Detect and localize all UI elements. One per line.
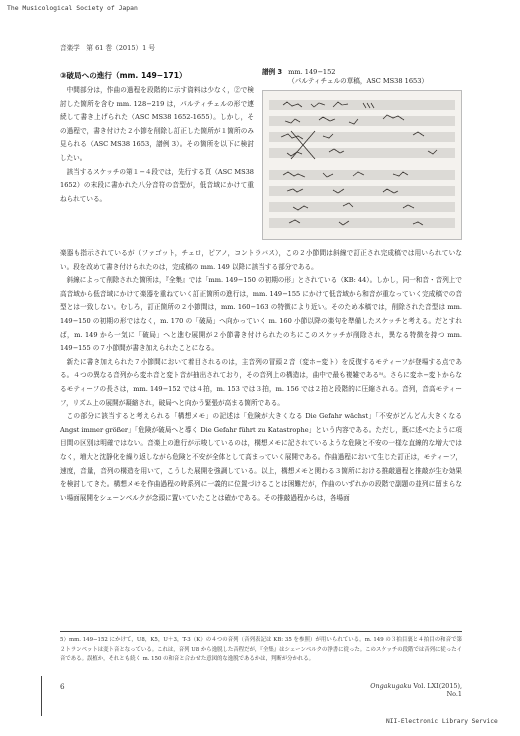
figure-caption	[262, 68, 462, 86]
nii-service-label: NII-Electronic Library Service	[386, 718, 498, 725]
society-header: The Musicological Society of Japan	[7, 4, 138, 12]
section-heading: ③破局への進行（mm. 149−171）	[60, 71, 187, 80]
page-number: 6	[60, 682, 65, 691]
footnote-5: 5）mm. 149−152 にかけて，U8，K5，U＋3，T-3（K）の４つの音列（音列表記は KB: 35 を参照）が用いられている。m. 149 の３拍目裏と４拍目の和音で第２トランペットは変ト音となっている。これは，音列 U8 から逸脱した音程だが，『全集』はシェーンベルクの浄書に従った。このスケッチの段階では音列に従ったイ音である。誤植か，それとも続く m. 150 の和音と合わせた意図的な逸脱であるかは，判断が分かれる。	[60, 637, 462, 663]
paragraph: 楽器も指示されているが（ファゴット，チェロ，ピアノ，コントラバス），この２小節間は斜線で訂正され完成稿では用いられていない。段を改めて書き付けられたのは，完成稿の mm. 149 以降に該当する部分である。	[60, 249, 462, 271]
staff-system-2	[269, 171, 455, 227]
figure-caption-line: （パルティチェルの草稿，ASC MS38 1653）	[288, 77, 429, 85]
margin-rule	[41, 676, 42, 716]
figure-example-3	[262, 68, 462, 240]
footnote-divider	[60, 631, 462, 632]
paragraph: 中間部分は，作曲の過程を段階的に示す資料は少なく，②で検討した箇所を含む mm. 128−219 は，パルティチェルの形で連続して書き上げられた（ASC MS38 1652-1655）。しかし，その過程で，書き付けた２小節を削除し訂正した箇所が１箇所のみ見られる（ASC MS38 1653，譜例 3）。その箇所を以下に検討したい。	[60, 86, 254, 162]
paragraph: 新たに書き加えられた７小節間において着目されるのは，主音列の冒頭２音（変ホ−変ト）を反復するモティーフが登場する点である。４つの異なる音列から変ホ音と変ト音が抽出されており，その音列上の構造は，曲中で最も複雑である⁵⁾。さらに変ホ−変トからなるモティーフの長さは，mm. 149−152 では４拍，m. 153 では３拍，m. 156 では２拍と段階的に圧縮される。音列，音高モティーフ，リズム上の展開が凝縮され，破局へと向かう緊張が高まる箇所である。	[60, 357, 462, 407]
left-column-text	[60, 84, 254, 206]
journal-running-head: 音楽学 第 61 巻（2015）1 号	[60, 44, 155, 52]
journal-name: Ongakugaku	[370, 682, 412, 690]
journal-volume: Vol. LXI(2015), No.1	[413, 682, 462, 698]
main-body-text	[60, 247, 462, 505]
figure-label: 譜例 3	[262, 68, 283, 76]
paragraph: 該当するスケッチの第１−４段では，先行する頁（ASC MS38 1652）の末段に書かれた八分音符の音型が，低音域にかけて重ねられている。	[60, 167, 254, 203]
handwritten-notes	[281, 102, 437, 225]
staff-system-1	[269, 101, 455, 157]
figure-caption-line: mm. 149−152	[288, 68, 336, 76]
figure-caption-text	[288, 68, 428, 86]
manuscript-sketch-drawing	[263, 91, 461, 239]
journal-footer	[356, 682, 462, 698]
manuscript-sketch-image	[262, 90, 462, 240]
paragraph: この部分に該当すると考えられる「構想メモ」の記述は「危険が大きくなる Die Gefahr wächst」「不安がどんどん大きくなる Angst immer größer」「危険が破局へと導く Die Gefahr führt zu Katastrophe」という内容である。ただし，既に述べたように項目間の区別は明確ではない。音楽上の進行が示唆しているのは，構想メモに記されているような危険と不安の一様な直線的な増大ではなく，増大と沈静化を繰り返しながら危険と不安が全体として高まっていく展開である。作曲過程において生じた訂正は，モティーフ，速度，音量，音列の構造を用いて，こうした展開を強調している。以上，構想メモと関わる３箇所における推敲過程と推敲が生む効果を検討してきた。構想メモを作曲過程の時系列に一義的に位置づけることは困難だが，作曲のいずれかの段階で副題の並列に留まらない場面展開をシェーンベルクが念頭に置いていたことは確かである。その推敲過程からは，各場面	[60, 412, 462, 502]
paragraph: 斜線によって削除された箇所は，『全集』では「mm. 149−150 の初期の形」とされている（KB: 44）。しかし，同一和音・音列上で高音域から低音域にかけて楽器を重ねていく訂正箇所の進行は，mm. 149−155 にかけて低音域から和音が重なっていく完成稿での音型とは一致しない。むしろ，訂正箇所の２小節間は，mm. 160−163 の特徴により近い。そのため本稿では，削除された音型は mm. 149−150 の初期の形ではなく，m. 170 の「破局」へ向かっていく m. 160 小節以降の楽句を準備したスケッチと考える。だとすれば，m. 149 から一気に「破局」へと進む展開が２小節書き付けられたのちにこのスケッチが削除され，異なる特徴を持つ mm. 149−155 の７小節間が書き加えられたことになる。	[60, 276, 462, 353]
